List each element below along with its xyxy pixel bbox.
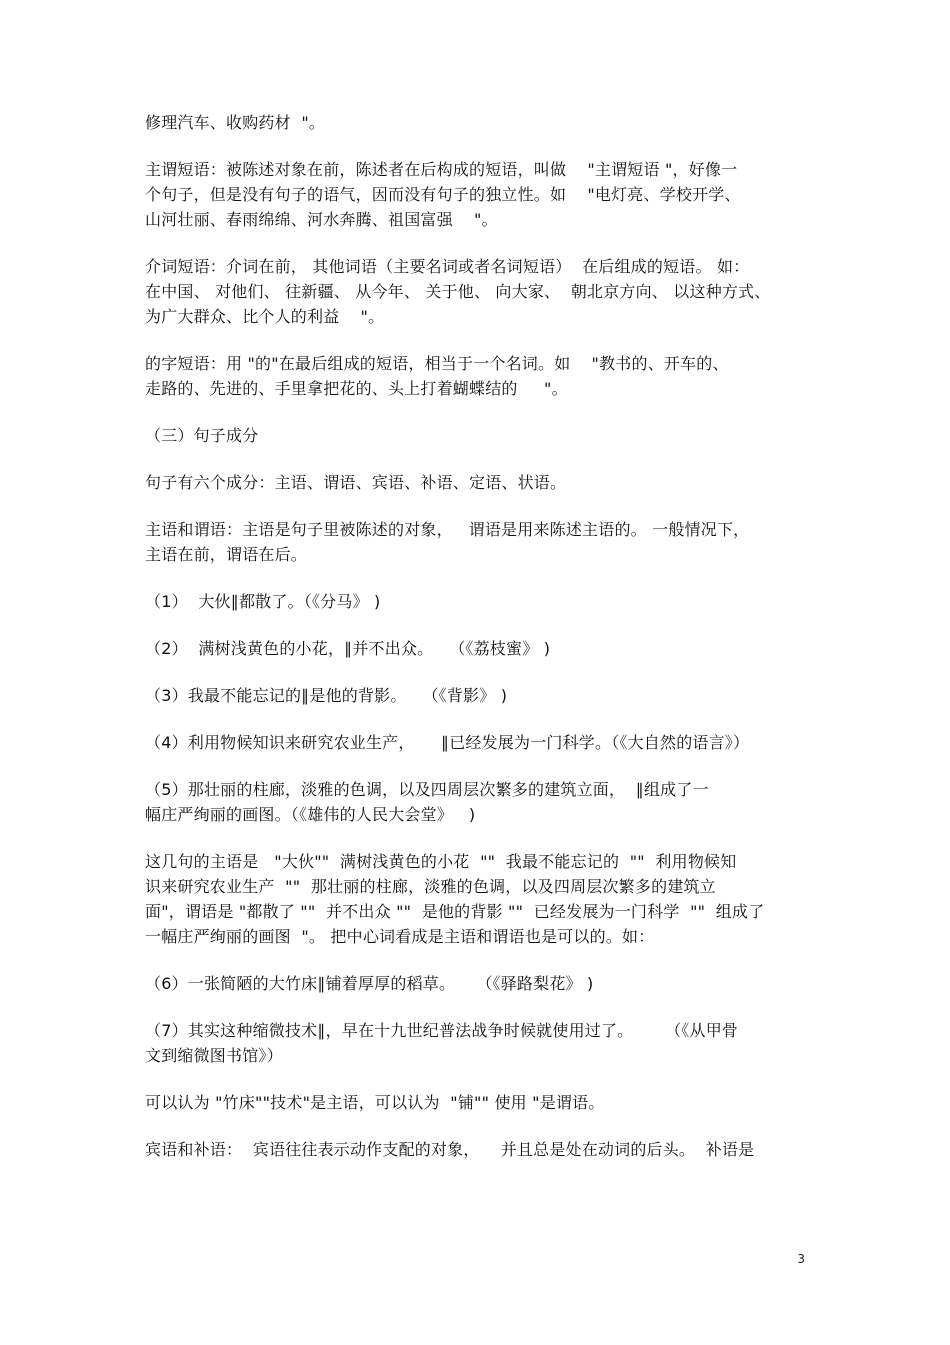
- text-line: 识来研究农业生产 "" 那壮丽的柱廊，淡雅的色调，以及四周层次繁多的建筑立: [145, 877, 716, 896]
- paragraph: [145, 971, 810, 996]
- text-line: （6）一张简陋的大竹床∥铺着厚厚的稻草。 （《驿路梨花》 ): [145, 974, 594, 993]
- text-line: （2） 满树浅黄色的小花，∥并不出众。 （《荔枝蜜》 ): [145, 639, 551, 658]
- text-line: （三）句子成分: [145, 426, 259, 445]
- text-line: （7）其实这种缩微技术∥，早在十九世纪普法战争时候就使用过了。 （《从甲骨: [145, 1021, 739, 1040]
- text-line: 个句子，但是没有句子的语气，因而没有句子的独立性。如 "电灯亮、学校开学、: [145, 185, 741, 204]
- text-line: （4）利用物候知识来研究农业生产， ∥已经发展为一门科学。（《大自然的语言》）: [145, 733, 750, 752]
- paragraph: [145, 110, 810, 135]
- paragraph: [145, 470, 810, 495]
- text-line: 走路的、先进的、手里拿把花的、头上打着蝴蝶结的 "。: [145, 379, 568, 398]
- text-line: 主语和谓语：主语是句子里被陈述的对象， 谓语是用来陈述主语的。 一般情况下，: [145, 520, 750, 539]
- text-line: （5）那壮丽的柱廊，淡雅的色调，以及四周层次繁多的建筑立面， ∥组成了一: [145, 780, 709, 799]
- text-line: 幅庄严绚丽的画图。（《雄伟的人民大会堂》 ): [145, 805, 476, 824]
- text-line: （3）我最不能忘记的∥是他的背影。 （《背影》 ): [145, 686, 508, 705]
- paragraph: [145, 1137, 810, 1162]
- text-line: （1） 大伙∥都散了。（《分马》 ): [145, 592, 381, 611]
- text-line: 在中国、 对他们、 往新疆、 从今年、 关于他、 向大家、 朝北京方向、 以这种方式、: [145, 282, 771, 301]
- paragraph: [145, 777, 810, 827]
- text-line: 文到缩微图书馆》）: [145, 1046, 283, 1065]
- text-line: 介词短语：介词在前， 其他词语（主要名词或者名词短语） 在后组成的短语。 如：: [145, 257, 750, 276]
- paragraph: [145, 423, 810, 448]
- text-line: 句子有六个成分：主语、谓语、宾语、补语、定语、状语。: [145, 473, 567, 492]
- document-body: [145, 110, 810, 1184]
- paragraph: [145, 1090, 810, 1115]
- text-line: 这几句的主语是 "大伙"" 满树浅黄色的小花 "" 我最不能忘记的 "" 利用物候知: [145, 852, 737, 871]
- paragraph: [145, 1018, 810, 1068]
- paragraph: [145, 589, 810, 614]
- text-line: 可以认为 "竹床""技术"是主语，可以认为 "铺"" 使用 "是谓语。: [145, 1093, 605, 1112]
- paragraph: [145, 730, 810, 755]
- page-number: 3: [797, 1252, 805, 1266]
- text-line: 一幅庄严绚丽的画图 "。 把中心词看成是主语和谓语也是可以的。如：: [145, 927, 655, 946]
- paragraph: [145, 157, 810, 232]
- text-line: 宾语和补语： 宾语往往表示动作支配的对象， 并且总是处在动词的后头。 补语是: [145, 1140, 755, 1159]
- text-line: 为广大群众、比个人的利益 "。: [145, 307, 385, 326]
- paragraph: [145, 351, 810, 401]
- text-line: 的字短语：用 "的"在最后组成的短语，相当于一个名词。如 "教书的、开车的、: [145, 354, 729, 373]
- text-line: 修理汽车、收购药材 "。: [145, 113, 326, 132]
- paragraph: [145, 849, 810, 949]
- text-line: 山河壮丽、春雨绵绵、河水奔腾、祖国富强 "。: [145, 210, 498, 229]
- paragraph: [145, 254, 810, 329]
- paragraph: [145, 636, 810, 661]
- paragraph: [145, 683, 810, 708]
- text-line: 主语在前，谓语在后。: [145, 545, 308, 564]
- paragraph: [145, 517, 810, 567]
- text-line: 面"，谓语是 "都散了 "" 并不出众 "" 是他的背影 "" 已经发展为一门科学 "" 组成了: [145, 902, 765, 921]
- text-line: 主谓短语：被陈述对象在前，陈述者在后构成的短语，叫做 "主谓短语 "，好像一: [145, 160, 738, 179]
